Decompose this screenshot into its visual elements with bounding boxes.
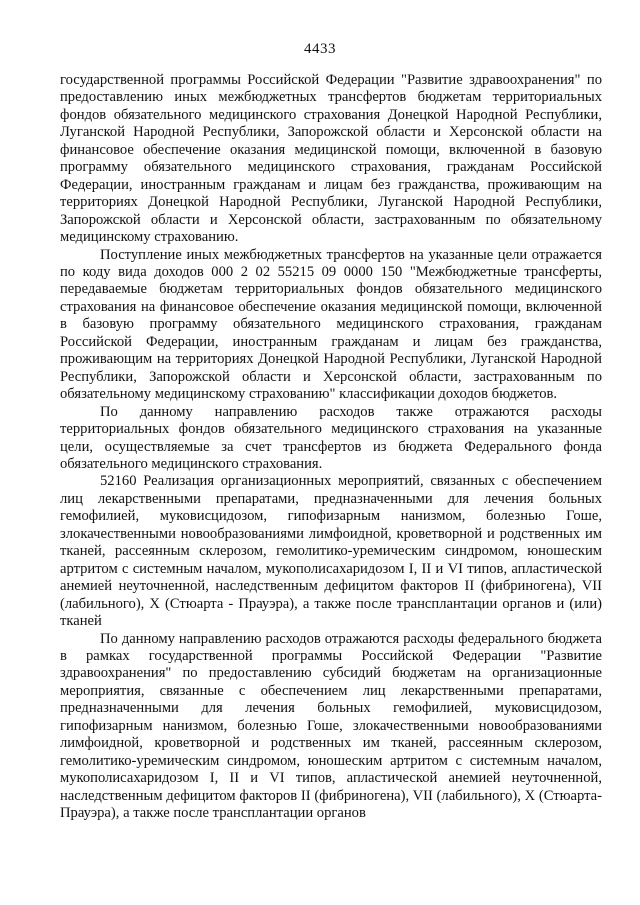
document-body	[60, 72, 602, 822]
paragraph-2: Поступление иных межбюджетных трансфертов на указанные цели отражается по коду вида доходов 000 2 02 55215 09 0000 150 "Межбюджетные трансферты, передаваемые бюджетам территориальных фондов обязательного медицинского страхования на финансовое обеспечение оказания медицинской помощи, включенной в базовую программу обязательного медицинского страхования, гражданам Российской Федерации, иностранным гражданам и лицам без гражданства, проживающим на территориях Донецкой Народной Республики, Луганской Народной Республики, Запорожской области и Херсонской области, застрахованным по обязательному медицинскому страхованию" классификации доходов бюджетов.	[60, 246, 602, 403]
paragraph-1: государственной программы Российской Федерации "Развитие здравоохранения" по предоставлению иных межбюджетных трансфертов бюджетам территориальных фондов обязательного медицинского страхования Донецкой Народной Республики, Луганской Народной Республики, Запорожской области и Херсонской области на финансовое обеспечение оказания медицинской помощи, включенной в базовую программу обязательного медицинского страхования, гражданам Российской Федерации, иностранным гражданам и лицам без гражданства, проживающим на территориях Донецкой Народной Республики, Луганской Народной Республики, Запорожской области и Херсонской области, застрахованным по обязательному медицинскому страхованию.	[60, 72, 602, 246]
paragraph-4: 52160 Реализация организационных мероприятий, связанных с обеспечением лиц лекарственными препаратами, предназначенными для лечения больных гемофилией, муковисцидозом, гипофизарным нанизмом, болезнью Гоше, злокачественными новообразованиями лимфоидной, кроветворной и родственных им тканей, рассеянным склерозом, гемолитико-уремическим синдромом, юношеским артритом с системным началом, мукополисахаридозом I, II и VI типов, апластической анемией неуточненной, наследственным дефицитом факторов II (фибриногена), VII (лабильного), X (Стюарта - Прауэра), а также после трансплантации органов и (или) тканей	[60, 473, 602, 630]
paragraph-5: По данному направлению расходов отражаются расходы федерального бюджета в рамках государственной программы Российской Федерации "Развитие здравоохранения" по предоставлению субсидий бюджетам на организационные мероприятия, связанные с обеспечением лиц лекарственными препаратами, предназначенными для лечения больных гемофилией, муковисцидозом, гипофизарным нанизмом, болезнью Гоше, злокачественными новообразованиями лимфоидной, кроветворной и родственных им тканей, рассеянным склерозом, гемолитико-уремическим синдромом, юношеским артритом с системным началом, мукополисахаридозом I, II и VI типов, апластической анемией неуточненной, наследственным дефицитом факторов II (фибриногена), VII (лабильного), X (Стюарта-Прауэра), а также после трансплантации органов	[60, 630, 602, 822]
page-number: 4433	[304, 41, 336, 57]
paragraph-3: По данному направлению расходов также отражаются расходы территориальных фондов обязательного медицинского страхования на указанные цели, осуществляемые за счет трансфертов из бюджета Федерального фонда обязательного медицинского страхования.	[60, 403, 602, 472]
